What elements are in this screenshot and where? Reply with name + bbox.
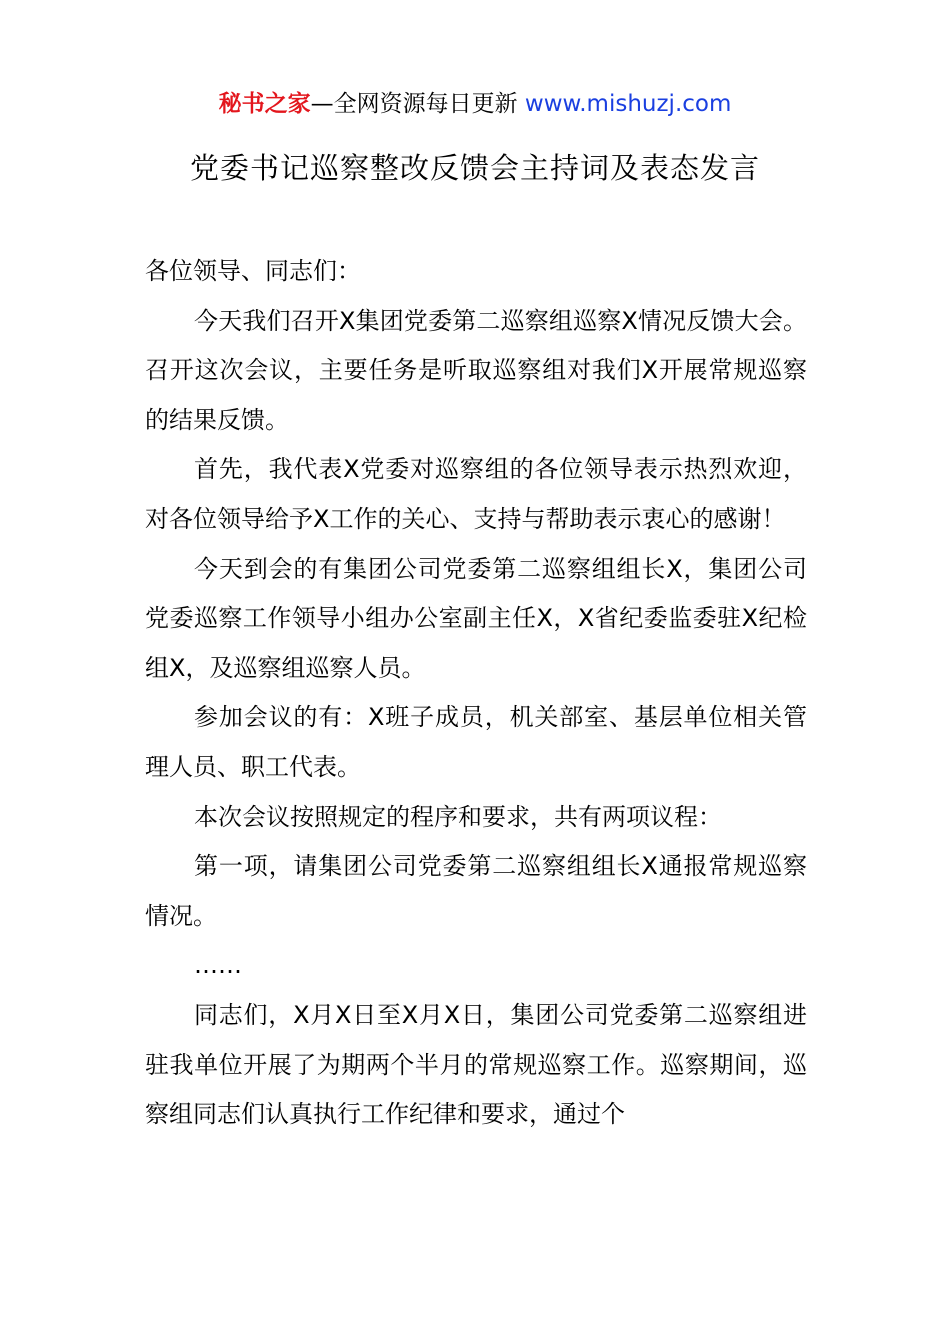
ellipsis-line: …… bbox=[194, 951, 242, 980]
paragraph-7: 同志们，X月X日至X月X日，集团公司党委第二巡察组进驻我单位开展了为期两个半月的常规巡察工作。巡察期间，巡察组同志们认真执行工作纪律和要求，通过个 bbox=[145, 1000, 807, 1129]
paragraph-1: 今天我们召开X集团党委第二巡察组巡察X情况反馈大会。召开这次会议，主要任务是听取巡察组对我们X开展常规巡察的结果反馈。 bbox=[145, 306, 807, 434]
site-brand: 秘书之家 bbox=[218, 91, 311, 117]
salutation: 各位领导、同志们： bbox=[145, 257, 361, 285]
paragraph-3: 今天到会的有集团公司党委第二巡察组组长X，集团公司党委巡察工作领导小组办公室副主任X，X省纪委监委驻X纪检组X，及巡察组巡察人员。 bbox=[145, 554, 807, 682]
site-url-link[interactable]: www.mishuzj.com bbox=[524, 91, 732, 117]
paragraph-5: 本次会议按照规定的程序和要求，共有两项议程： bbox=[194, 802, 722, 831]
site-tagline: —全网资源每日更新 bbox=[310, 91, 525, 117]
paragraph-2: 首先，我代表X党委对巡察组的各位领导表示热烈欢迎，对各位领导给予X工作的关心、支持与帮助表示衷心的感谢！ bbox=[145, 455, 807, 533]
site-header bbox=[0, 86, 950, 122]
paragraph-6: 第一项，请集团公司党委第二巡察组组长X通报常规巡察情况。 bbox=[145, 852, 807, 930]
document-title: 党委书记巡察整改反馈会主持词及表态发言 bbox=[189, 151, 760, 185]
paragraph-4: 参加会议的有：X班子成员，机关部室、基层单位相关管理人员、职工代表。 bbox=[145, 703, 807, 781]
document-body bbox=[145, 247, 807, 1140]
